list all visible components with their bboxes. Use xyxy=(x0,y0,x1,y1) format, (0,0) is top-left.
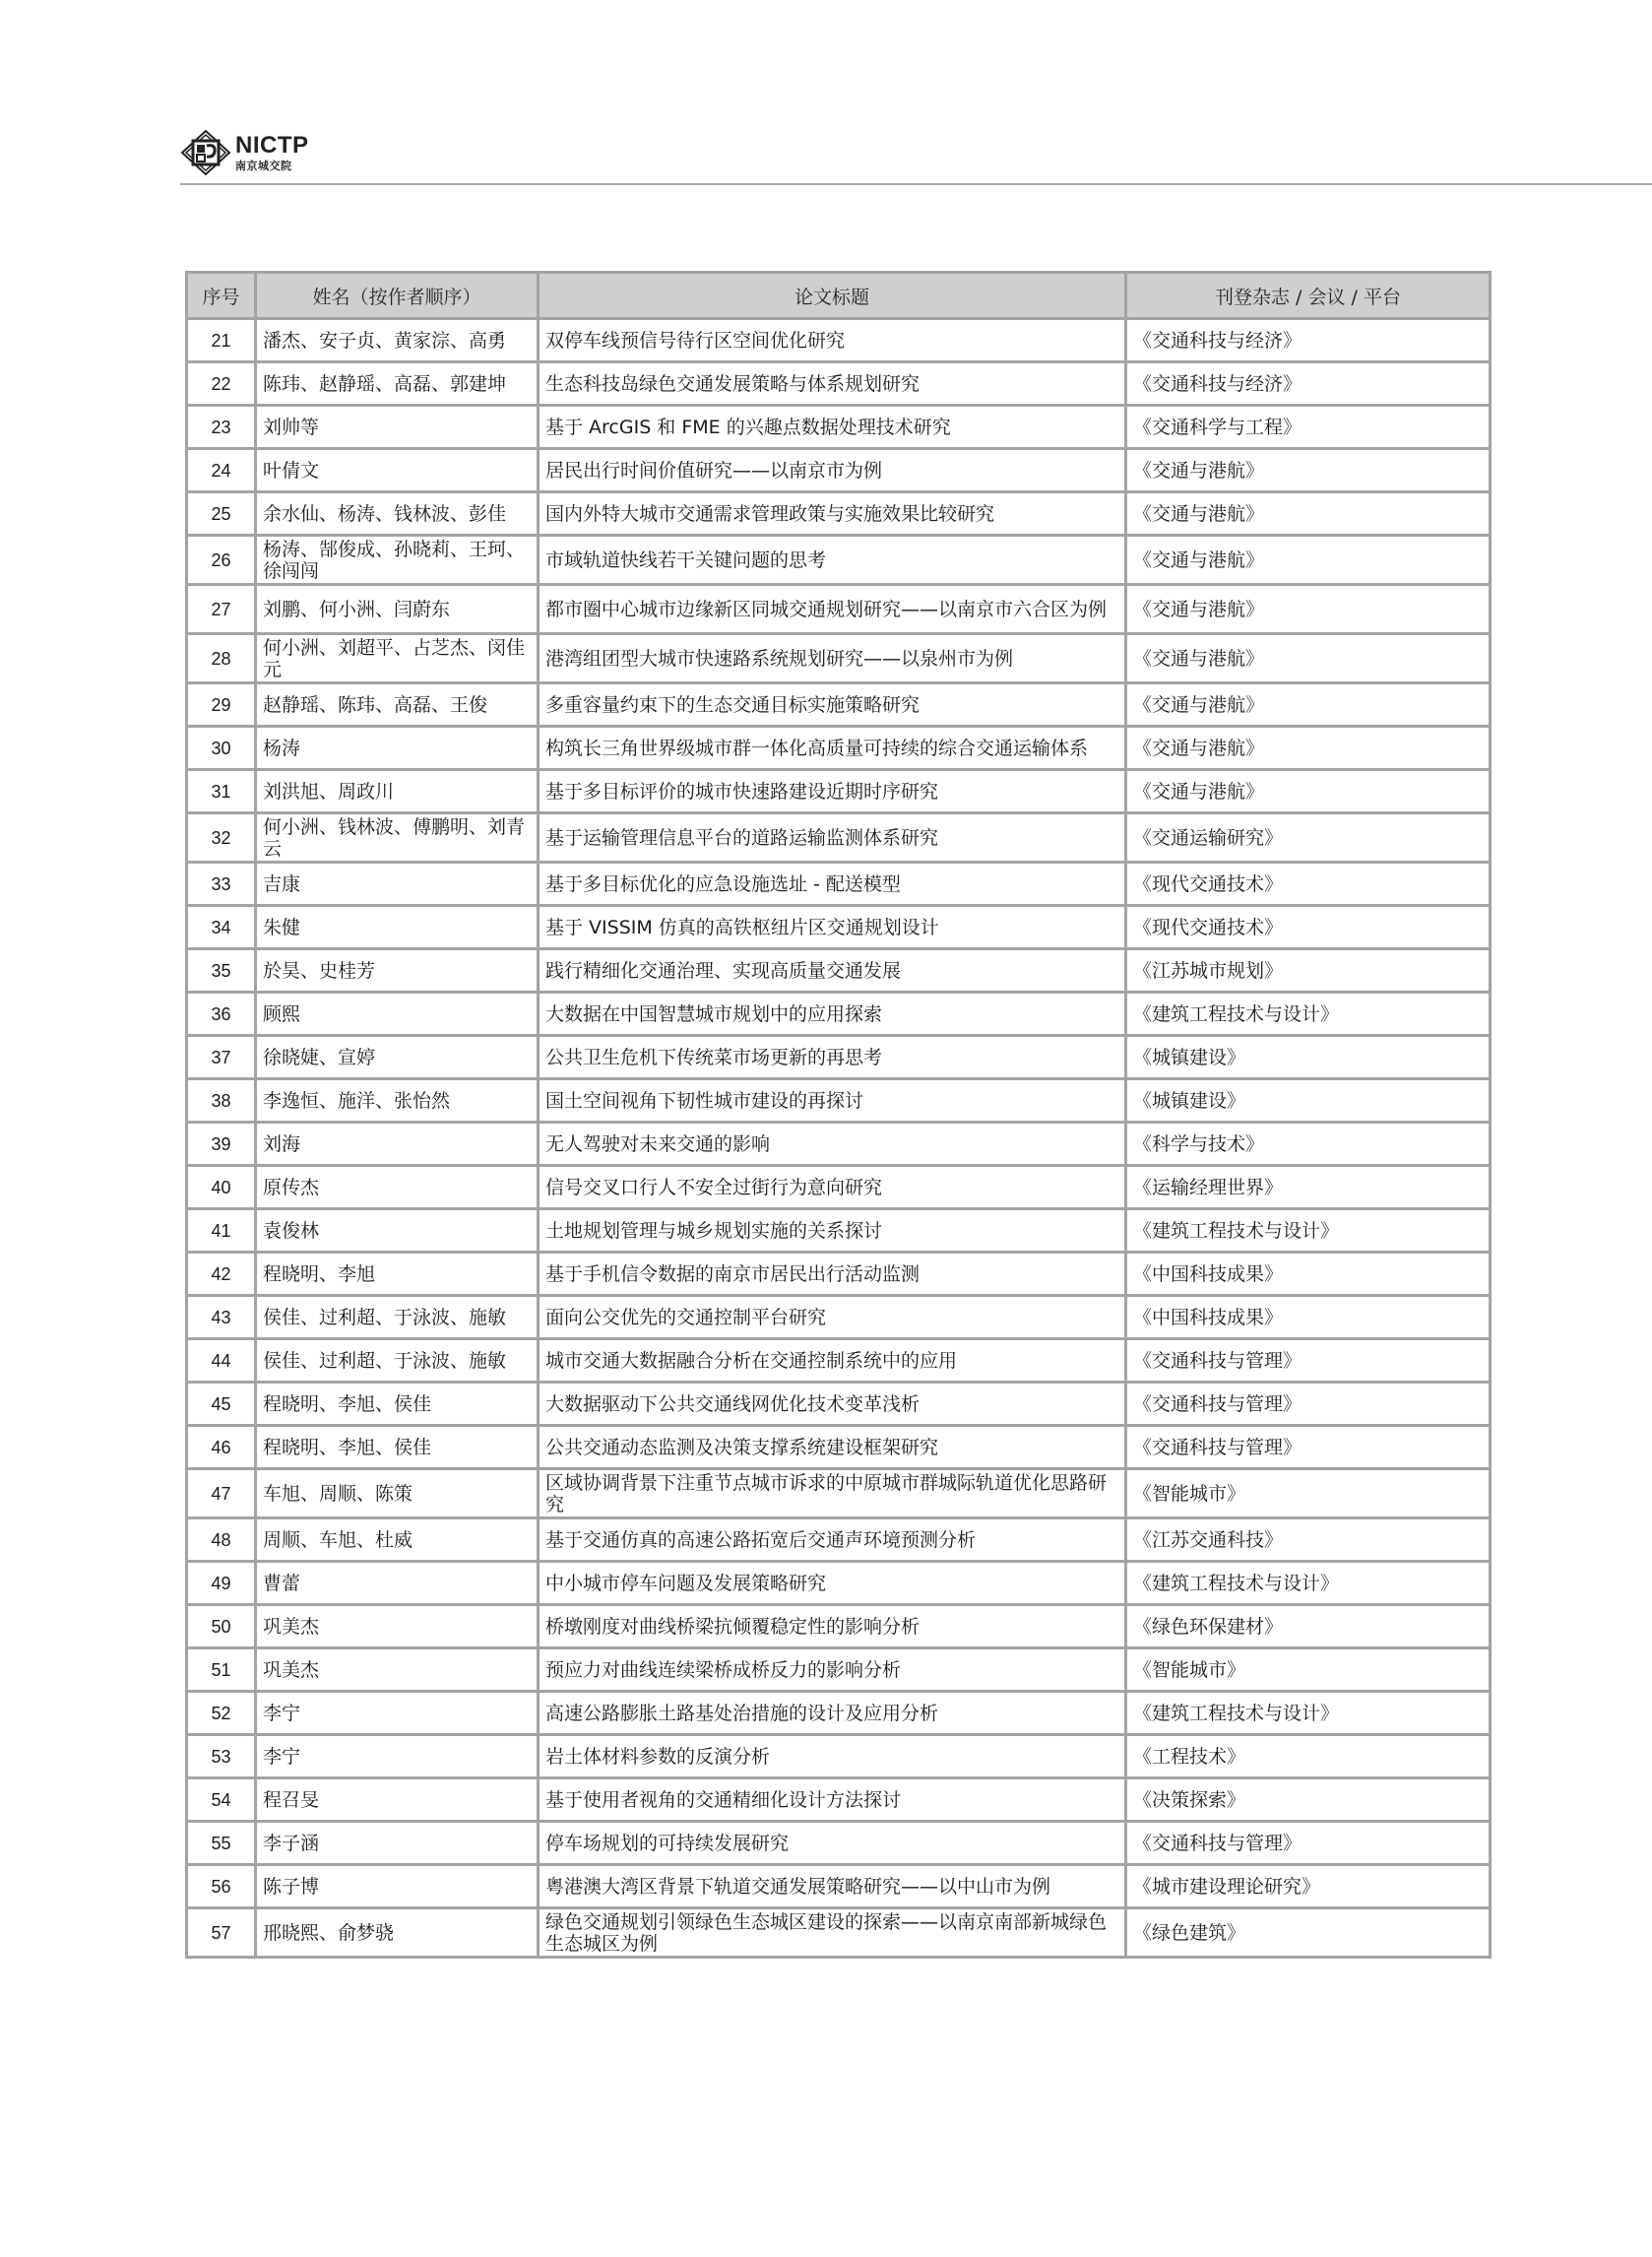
row-number: 55 xyxy=(187,1822,256,1865)
row-journal: 《交通与港航》 xyxy=(1126,585,1491,634)
row-authors: 原传杰 xyxy=(256,1166,539,1209)
column-header-journal: 刊登杂志 / 会议 / 平台 xyxy=(1126,273,1491,319)
row-title: 践行精细化交通治理、实现高质量交通发展 xyxy=(539,949,1126,993)
table-row xyxy=(187,993,1491,1036)
table-row xyxy=(187,1253,1491,1296)
table-row xyxy=(187,1383,1491,1426)
row-number: 21 xyxy=(187,319,256,362)
row-authors: 李宁 xyxy=(256,1735,539,1778)
row-title: 国土空间视角下韧性城市建设的再探讨 xyxy=(539,1079,1126,1123)
row-title: 都市圈中心城市边缘新区同城交通规划研究——以南京市六合区为例 xyxy=(539,585,1126,634)
row-journal: 《中国科技成果》 xyxy=(1126,1253,1491,1296)
table-row xyxy=(187,362,1491,406)
table-row xyxy=(187,949,1491,993)
table-row xyxy=(187,770,1491,813)
row-number: 27 xyxy=(187,585,256,634)
row-journal: 《交通与港航》 xyxy=(1126,634,1491,683)
row-title: 绿色交通规划引领绿色生态城区建设的探索——以南京南部新城绿色生态城区为例 xyxy=(539,1908,1126,1958)
row-journal: 《建筑工程技术与设计》 xyxy=(1126,1692,1491,1735)
row-journal: 《城镇建设》 xyxy=(1126,1079,1491,1123)
row-title: 构筑长三角世界级城市群一体化高质量可持续的综合交通运输体系 xyxy=(539,727,1126,770)
row-journal: 《交通科技与经济》 xyxy=(1126,362,1491,406)
row-title: 基于 ArcGIS 和 FME 的兴趣点数据处理技术研究 xyxy=(539,406,1126,449)
row-title: 桥墩刚度对曲线桥梁抗倾覆稳定性的影响分析 xyxy=(539,1605,1126,1648)
table-row xyxy=(187,1605,1491,1648)
table-row xyxy=(187,1865,1491,1908)
row-title: 停车场规划的可持续发展研究 xyxy=(539,1822,1126,1865)
row-journal: 《江苏城市规划》 xyxy=(1126,949,1491,993)
table-row xyxy=(187,1469,1491,1518)
row-journal: 《交通科技与经济》 xyxy=(1126,319,1491,362)
row-journal: 《中国科技成果》 xyxy=(1126,1296,1491,1339)
row-title: 国内外特大城市交通需求管理政策与实施效果比较研究 xyxy=(539,492,1126,536)
row-number: 36 xyxy=(187,993,256,1036)
row-number: 44 xyxy=(187,1339,256,1383)
table-row xyxy=(187,536,1491,585)
row-authors: 程晓明、李旭 xyxy=(256,1253,539,1296)
table-row xyxy=(187,813,1491,863)
row-title: 无人驾驶对未来交通的影响 xyxy=(539,1123,1126,1166)
row-number: 57 xyxy=(187,1908,256,1958)
row-number: 54 xyxy=(187,1778,256,1822)
table-row xyxy=(187,585,1491,634)
table-row xyxy=(187,406,1491,449)
row-number: 37 xyxy=(187,1036,256,1079)
row-number: 50 xyxy=(187,1605,256,1648)
row-authors: 李子涵 xyxy=(256,1822,539,1865)
row-journal: 《运输经理世界》 xyxy=(1126,1166,1491,1209)
row-journal: 《智能城市》 xyxy=(1126,1648,1491,1692)
row-authors: 周顺、车旭、杜威 xyxy=(256,1518,539,1562)
logo-text-en: NICTP xyxy=(235,132,309,159)
row-journal: 《交通与港航》 xyxy=(1126,727,1491,770)
table-row xyxy=(187,1426,1491,1469)
row-authors: 侯佳、过利超、于泳波、施敏 xyxy=(256,1339,539,1383)
row-number: 51 xyxy=(187,1648,256,1692)
table-row xyxy=(187,1735,1491,1778)
row-journal: 《交通与港航》 xyxy=(1126,492,1491,536)
row-number: 49 xyxy=(187,1562,256,1605)
row-title: 信号交叉口行人不安全过街行为意向研究 xyxy=(539,1166,1126,1209)
table-row xyxy=(187,1036,1491,1079)
row-journal: 《交通科技与管理》 xyxy=(1126,1383,1491,1426)
row-journal: 《智能城市》 xyxy=(1126,1469,1491,1518)
row-title: 区域协调背景下注重节点城市诉求的中原城市群城际轨道优化思路研究 xyxy=(539,1469,1126,1518)
row-title: 高速公路膨胀土路基处治措施的设计及应用分析 xyxy=(539,1692,1126,1735)
row-journal: 《交通与港航》 xyxy=(1126,536,1491,585)
row-journal: 《交通与港航》 xyxy=(1126,683,1491,727)
row-title: 基于多目标优化的应急设施选址 - 配送模型 xyxy=(539,863,1126,906)
row-title: 预应力对曲线连续梁桥成桥反力的影响分析 xyxy=(539,1648,1126,1692)
row-authors: 程晓明、李旭、侯佳 xyxy=(256,1383,539,1426)
row-authors: 余水仙、杨涛、钱林波、彭佳 xyxy=(256,492,539,536)
row-number: 33 xyxy=(187,863,256,906)
row-authors: 巩美杰 xyxy=(256,1605,539,1648)
row-number: 31 xyxy=(187,770,256,813)
table-row xyxy=(187,1166,1491,1209)
row-authors: 刘帅等 xyxy=(256,406,539,449)
table-row xyxy=(187,634,1491,683)
row-number: 25 xyxy=(187,492,256,536)
row-number: 29 xyxy=(187,683,256,727)
table-header-row xyxy=(187,273,1491,319)
row-title: 面向公交优先的交通控制平台研究 xyxy=(539,1296,1126,1339)
row-number: 42 xyxy=(187,1253,256,1296)
row-authors: 顾熙 xyxy=(256,993,539,1036)
row-journal: 《江苏交通科技》 xyxy=(1126,1518,1491,1562)
row-number: 34 xyxy=(187,906,256,949)
row-title: 生态科技岛绿色交通发展策略与体系规划研究 xyxy=(539,362,1126,406)
row-journal: 《现代交通技术》 xyxy=(1126,863,1491,906)
row-authors: 徐晓婕、宣婷 xyxy=(256,1036,539,1079)
table-row xyxy=(187,1692,1491,1735)
row-title: 公共卫生危机下传统菜市场更新的再思考 xyxy=(539,1036,1126,1079)
logo-text-cn: 南京城交院 xyxy=(235,160,292,172)
row-title: 港湾组团型大城市快速路系统规划研究——以泉州市为例 xyxy=(539,634,1126,683)
row-journal: 《工程技术》 xyxy=(1126,1735,1491,1778)
table-row xyxy=(187,1778,1491,1822)
table-row xyxy=(187,683,1491,727)
row-authors: 杨涛、郜俊成、孙晓莉、王珂、徐闯闯 xyxy=(256,536,539,585)
row-title: 土地规划管理与城乡规划实施的关系探讨 xyxy=(539,1209,1126,1253)
row-authors: 赵静瑶、陈玮、高磊、王俊 xyxy=(256,683,539,727)
row-journal: 《交通运输研究》 xyxy=(1126,813,1491,863)
row-authors: 朱健 xyxy=(256,906,539,949)
row-journal: 《交通科技与管理》 xyxy=(1126,1822,1491,1865)
table-row xyxy=(187,1079,1491,1123)
row-journal: 《交通与港航》 xyxy=(1126,449,1491,492)
row-number: 48 xyxy=(187,1518,256,1562)
row-journal: 《交通科学与工程》 xyxy=(1126,406,1491,449)
row-journal: 《城镇建设》 xyxy=(1126,1036,1491,1079)
row-authors: 李逸恒、施洋、张怡然 xyxy=(256,1079,539,1123)
row-number: 28 xyxy=(187,634,256,683)
header-divider xyxy=(180,183,1652,185)
page-header xyxy=(0,0,1652,187)
row-journal: 《城市建设理论研究》 xyxy=(1126,1865,1491,1908)
table-row xyxy=(187,1908,1491,1958)
row-title: 市域轨道快线若干关键问题的思考 xyxy=(539,536,1126,585)
row-authors: 杨涛 xyxy=(256,727,539,770)
row-authors: 袁俊林 xyxy=(256,1209,539,1253)
row-journal: 《科学与技术》 xyxy=(1126,1123,1491,1166)
row-title: 基于使用者视角的交通精细化设计方法探讨 xyxy=(539,1778,1126,1822)
column-header-authors: 姓名（按作者顺序） xyxy=(256,273,539,319)
row-number: 39 xyxy=(187,1123,256,1166)
table-row xyxy=(187,319,1491,362)
row-authors: 陈玮、赵静瑶、高磊、郭建坤 xyxy=(256,362,539,406)
table-row xyxy=(187,906,1491,949)
row-number: 32 xyxy=(187,813,256,863)
row-number: 22 xyxy=(187,362,256,406)
table-row xyxy=(187,1209,1491,1253)
row-journal: 《绿色环保建材》 xyxy=(1126,1605,1491,1648)
row-authors: 程召旻 xyxy=(256,1778,539,1822)
row-authors: 李宁 xyxy=(256,1692,539,1735)
row-title: 中小城市停车问题及发展策略研究 xyxy=(539,1562,1126,1605)
table-row xyxy=(187,1518,1491,1562)
row-number: 43 xyxy=(187,1296,256,1339)
row-number: 35 xyxy=(187,949,256,993)
row-journal: 《建筑工程技术与设计》 xyxy=(1126,1562,1491,1605)
row-authors: 於昊、史桂芳 xyxy=(256,949,539,993)
table-row xyxy=(187,1339,1491,1383)
row-number: 46 xyxy=(187,1426,256,1469)
table-row xyxy=(187,1123,1491,1166)
table-row xyxy=(187,1822,1491,1865)
row-title: 岩土体材料参数的反演分析 xyxy=(539,1735,1126,1778)
row-number: 41 xyxy=(187,1209,256,1253)
row-number: 38 xyxy=(187,1079,256,1123)
row-number: 40 xyxy=(187,1166,256,1209)
row-journal: 《建筑工程技术与设计》 xyxy=(1126,1209,1491,1253)
row-authors: 叶倩文 xyxy=(256,449,539,492)
table-row xyxy=(187,492,1491,536)
row-authors: 陈子博 xyxy=(256,1865,539,1908)
row-title: 双停车线预信号待行区空间优化研究 xyxy=(539,319,1126,362)
row-authors: 车旭、周顺、陈策 xyxy=(256,1469,539,1518)
row-title: 城市交通大数据融合分析在交通控制系统中的应用 xyxy=(539,1339,1126,1383)
row-title: 大数据在中国智慧城市规划中的应用探索 xyxy=(539,993,1126,1036)
row-journal: 《绿色建筑》 xyxy=(1126,1908,1491,1958)
row-title: 居民出行时间价值研究——以南京市为例 xyxy=(539,449,1126,492)
row-authors: 邢晓熙、俞梦骁 xyxy=(256,1908,539,1958)
row-number: 56 xyxy=(187,1865,256,1908)
column-header-title: 论文标题 xyxy=(539,273,1126,319)
row-authors: 曹蕾 xyxy=(256,1562,539,1605)
row-title: 大数据驱动下公共交通线网优化技术变革浅析 xyxy=(539,1383,1126,1426)
table-row xyxy=(187,1562,1491,1605)
row-journal: 《交通与港航》 xyxy=(1126,770,1491,813)
row-title: 基于手机信令数据的南京市居民出行活动监测 xyxy=(539,1253,1126,1296)
row-authors: 何小洲、钱林波、傅鹏明、刘青云 xyxy=(256,813,539,863)
column-header-number: 序号 xyxy=(187,273,256,319)
table-row xyxy=(187,1296,1491,1339)
row-authors: 吉康 xyxy=(256,863,539,906)
row-number: 30 xyxy=(187,727,256,770)
row-authors: 潘杰、安子贞、黄家淙、高勇 xyxy=(256,319,539,362)
row-authors: 刘洪旭、周政川 xyxy=(256,770,539,813)
row-authors: 刘鹏、何小洲、闫蔚东 xyxy=(256,585,539,634)
row-authors: 侯佳、过利超、于泳波、施敏 xyxy=(256,1296,539,1339)
row-number: 45 xyxy=(187,1383,256,1426)
row-title: 基于运输管理信息平台的道路运输监测体系研究 xyxy=(539,813,1126,863)
row-journal: 《建筑工程技术与设计》 xyxy=(1126,993,1491,1036)
row-journal: 《现代交通技术》 xyxy=(1126,906,1491,949)
logo-mark-icon xyxy=(180,130,231,175)
table-row xyxy=(187,863,1491,906)
table-row xyxy=(187,727,1491,770)
row-number: 47 xyxy=(187,1469,256,1518)
row-authors: 刘海 xyxy=(256,1123,539,1166)
row-journal: 《决策探索》 xyxy=(1126,1778,1491,1822)
table-row xyxy=(187,449,1491,492)
row-number: 26 xyxy=(187,536,256,585)
row-title: 基于 VISSIM 仿真的高铁枢纽片区交通规划设计 xyxy=(539,906,1126,949)
row-number: 24 xyxy=(187,449,256,492)
row-title: 公共交通动态监测及决策支撑系统建设框架研究 xyxy=(539,1426,1126,1469)
row-journal: 《交通科技与管理》 xyxy=(1126,1339,1491,1383)
row-authors: 何小洲、刘超平、占芝杰、闵佳元 xyxy=(256,634,539,683)
row-title: 粤港澳大湾区背景下轨道交通发展策略研究——以中山市为例 xyxy=(539,1865,1126,1908)
row-title: 基于交通仿真的高速公路拓宽后交通声环境预测分析 xyxy=(539,1518,1126,1562)
nictp-logo xyxy=(180,130,309,175)
row-authors: 程晓明、李旭、侯佳 xyxy=(256,1426,539,1469)
row-number: 23 xyxy=(187,406,256,449)
row-number: 52 xyxy=(187,1692,256,1735)
row-number: 53 xyxy=(187,1735,256,1778)
row-journal: 《交通科技与管理》 xyxy=(1126,1426,1491,1469)
row-authors: 巩美杰 xyxy=(256,1648,539,1692)
row-title: 多重容量约束下的生态交通目标实施策略研究 xyxy=(539,683,1126,727)
table-row xyxy=(187,1648,1491,1692)
row-title: 基于多目标评价的城市快速路建设近期时序研究 xyxy=(539,770,1126,813)
publications-table xyxy=(185,271,1492,1959)
